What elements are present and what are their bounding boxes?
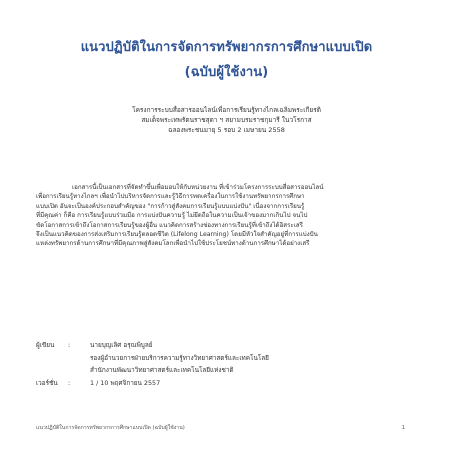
document-title: แนวปฏิบัติในการจัดการทรัพยากรการศึกษาแบบเปิด	[80, 40, 373, 55]
version-label: เวอร์ชั่น	[36, 378, 58, 387]
author-position: รองผู้อำนวยการฝ่ายบริการความรู้ทางวิทยาศาสตร์และเทคโนโลยี	[90, 353, 269, 362]
version-row	[36, 377, 417, 390]
body-line: แบบเปิด อันจะเป็นองค์ประกอบสำคัญของ "การก้าวสู่สังคมการเรียนรู้แบบแบ่งปัน" เนื่องจากการเรียนรู้	[36, 202, 305, 210]
version-value: 1 / 10 พฤศจิกายน 2557	[90, 378, 161, 387]
author-name: นายบุญเลิศ อรุณพิบูลย์	[90, 341, 153, 349]
author-organization: สำนักงานพัฒนาวิทยาศาสตร์และเทคโนโลยีแห่งชาติ	[90, 366, 234, 374]
document-metadata	[36, 339, 417, 389]
author-position-row	[36, 352, 417, 365]
author-org-row	[36, 364, 417, 377]
body-line: เอกสารนี้เป็นเอกสารที่จัดทำขึ้นเพื่อมอบให้กับหน่วยงาน ที่เข้าร่วมโครงการระบบสื่อสารออนไลน์	[72, 184, 324, 191]
body-line: ขัดโอกาสการเข้าถึงโอกาสการเรียนรู้ของผู้อื่น แนวคิดการสร้างช่องทางการเรียนรู้ที่เข้าถึงได้อิสระเสรี	[36, 221, 303, 229]
project-info-line: สมเด็จพระเทพรัตนราชสุดา ฯ สยามบรมราชกุมารี ในวโรกาส	[141, 116, 312, 124]
document-subtitle: (ฉบับผู้ใช้งาน)	[184, 65, 269, 80]
author-row	[36, 339, 417, 352]
body-line: เพื่อการเรียนรู้ทางไกลฯ เพื่อนำไปบริหารจัดการและรู้วิธีการทดเครื่องในการใช้งานทรัพยากรการศึกษา	[36, 193, 305, 201]
project-info	[0, 105, 453, 135]
body-line: แหล่งทรัพยากรด้านการศึกษาที่มีคุณภาพสู่สังคมโลกเพื่อนำไปใช้ประโยชน์ทางด้านการศึกษาได้อย่างเสรี	[36, 240, 310, 248]
body-paragraph	[36, 183, 417, 249]
project-info-line: ฉลองพระชนมายุ 5 รอบ 2 เมษายน 2558	[168, 126, 285, 134]
author-label: ผู้เขียน	[36, 341, 55, 349]
author-colon: :	[68, 341, 71, 349]
body-line: ที่มีคุณค่า ก็คือ การเรียนรู้แบบร่วมมือ การแบ่งปันความรู้ ไม่ยึดถือในความเป็นเจ้าของมากเกินไป จนไป	[36, 212, 308, 220]
version-colon: :	[68, 378, 71, 387]
project-info-line: โครงการระบบสื่อสารออนไลน์เพื่อการเรียนรู้ทางไกลเฉลิมพระเกียรติ	[132, 106, 321, 114]
page-footer	[36, 424, 405, 432]
body-line: จึงเป็นแนวคิดของการส่งเสริมการเรียนรู้ตลอดชีวิต (Lifelong Learning) โดยมีหัวใจสำคัญอยู่ที่การแบ่งปัน	[36, 231, 318, 239]
page-number: 1	[401, 425, 405, 431]
footer-title: แนวปฏิบัติในการจัดการทรัพยากรการศึกษาแบบเปิด (ฉบับผู้ใช้งาน)	[36, 425, 185, 431]
